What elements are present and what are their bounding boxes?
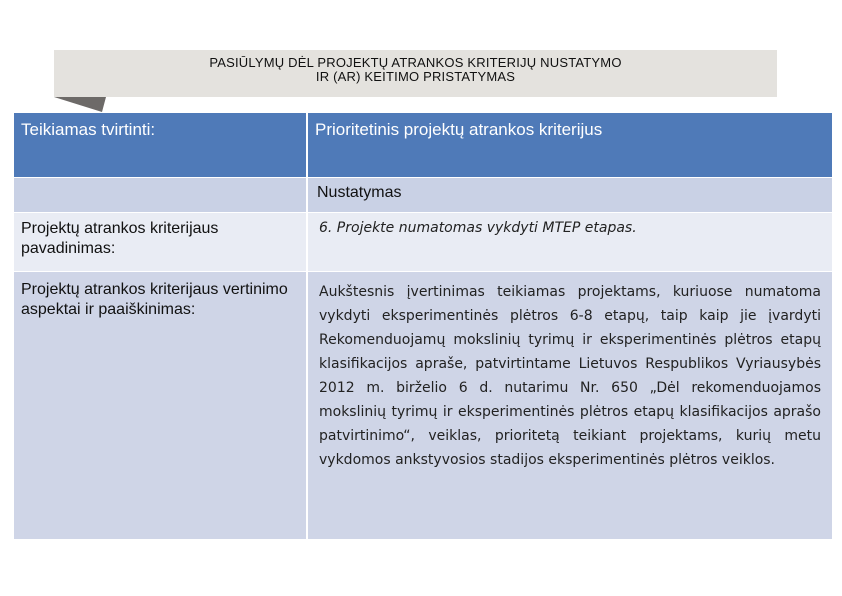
- title-line-2: IR (AR) KEITIMO PRISTATYMAS: [315, 69, 516, 84]
- subheader-left-cell: [14, 178, 308, 212]
- header-left-cell: Teikiamas tvirtinti:: [14, 113, 308, 177]
- table-row: [14, 213, 832, 272]
- banner-tab-decoration: [54, 97, 106, 112]
- subheader-right-cell: Nustatymas: [308, 178, 832, 212]
- header-right-cell: Prioritetinis projektų atrankos kriterijus: [308, 113, 832, 177]
- criteria-table: [14, 113, 832, 540]
- criterion-name-label-cell: [14, 213, 308, 271]
- criterion-name-label: Projektų atrankos kriterijaus pavadinimas:: [21, 220, 219, 257]
- title-banner: [54, 50, 777, 97]
- table-row: [14, 272, 832, 540]
- assessment-description: Aukštesnis įvertinimas teikiamas projektams, kuriuose numatoma vykdyti eksperimentinės plėtros 6-8 etapų, taip kaip jie įvardyti Rekomenduojamų mokslinių tyrimų ir eksperimentinės plėtros etapų klasifikacijos apraše, patvirtintame Lietuvos Respublikos Vyriausybės 2012 m. birželio 6 d. nutarimu Nr. 650 „Dėl rekomenduojamos mokslinių tyrimų ir eksperimentinės plėtros etapų klasifikacijos aprašo patvirtinimo“, veiklas, prioritetą teikiant projektams, kurių metu vykdomos ankstyvosios stadijos eksperimentinės plėtros veiklos.: [319, 284, 821, 468]
- table-subheader-row: [14, 178, 832, 213]
- assessment-label-cell: [14, 272, 308, 539]
- assessment-value-cell: [308, 272, 832, 539]
- criterion-name-value: 6. Projekte numatomas vykdyti MTEP etapas.: [319, 220, 637, 236]
- table-header-row: [14, 113, 832, 178]
- criterion-name-value-cell: [308, 213, 832, 271]
- assessment-label: Projektų atrankos kriterijaus vertinimo aspektai ir paaiškinimas:: [21, 281, 288, 318]
- title-line-1: PASIŪLYMŲ DĖL PROJEKTŲ ATRANKOS KRITERIJŲ NUSTATYMO: [209, 55, 622, 70]
